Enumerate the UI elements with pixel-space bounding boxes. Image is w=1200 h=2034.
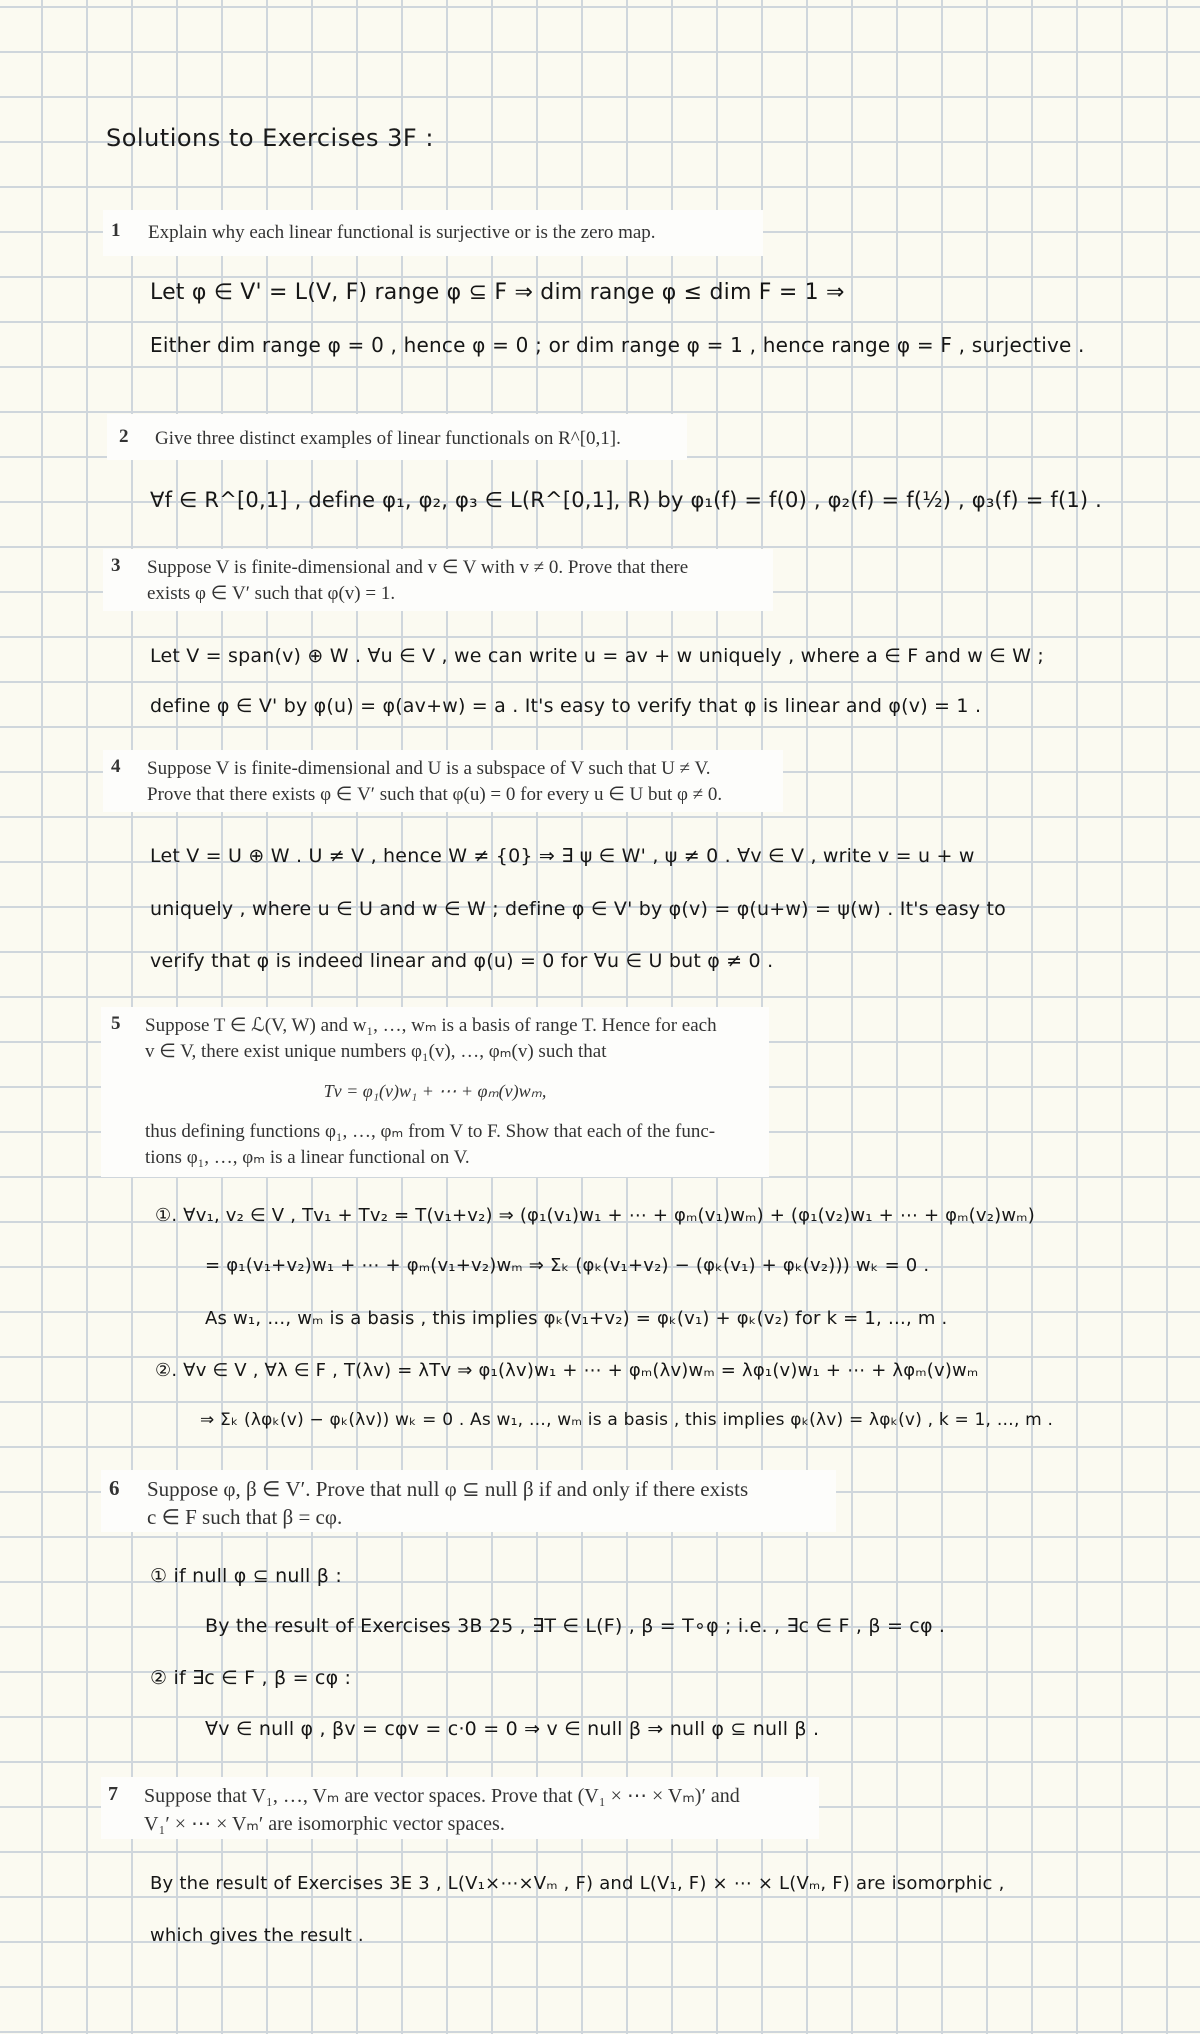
answer-line: ⇒ Σₖ (λφₖ(v) − φₖ(λv)) wₖ = 0 . As w₁, …, wₘ is a basis , this implies φₖ(λv) = λφₖ(v) , k = 1, …, m . [200, 1410, 1054, 1430]
exercise-3-question [103, 549, 773, 611]
exercise-1-question [103, 210, 763, 256]
exercise-number: 7 [108, 1783, 118, 1805]
answer-line: Either dim range φ = 0 , hence φ = 0 ; or dim range φ = 1 , hence range φ = F , surjective . [150, 333, 1085, 357]
answer-line: define φ ∈ V' by φ(u) = φ(av+w) = a . It's easy to verify that φ is linear and φ(v) = 1 . [150, 695, 982, 717]
page-title: Solutions to Exercises 3F : [106, 124, 434, 152]
exercise-number: 4 [111, 756, 121, 777]
question-line: Give three distinct examples of linear functionals on R^[0,1]. [155, 428, 621, 449]
exercise-number: 5 [111, 1013, 121, 1034]
exercise-4-question [103, 750, 783, 812]
answer-line: which gives the result . [150, 1925, 364, 1946]
answer-line: uniquely , where u ∈ U and w ∈ W ; define φ ∈ V' by φ(v) = φ(u+w) = ψ(w) . It's easy to [150, 898, 1006, 920]
exercise-number: 3 [111, 555, 121, 576]
question-line: v ∈ V, there exist unique numbers φ₁(v), …, φₘ(v) such that [145, 1041, 607, 1062]
answer-line: By the result of Exercises 3E 3 , L(V₁×⋯×Vₘ , F) and L(V₁, F) × ⋯ × L(Vₘ, F) are isomorphic , [150, 1873, 1005, 1894]
question-line: Suppose T ∈ ℒ(V, W) and w₁, …, wₘ is a basis of range T. Hence for each [145, 1015, 717, 1036]
answer-line: ∀f ∈ R^[0,1] , define φ₁, φ₂, φ₃ ∈ L(R^[0,1], R) by φ₁(f) = f(0) , φ₂(f) = f(½) , φ₃(f) = f(1) . [150, 488, 1103, 512]
exercise-number: 6 [109, 1476, 120, 1500]
answer-line: Let V = span(v) ⊕ W . ∀u ∈ V , we can write u = av + w uniquely , where a ∈ F and w ∈ W ; [150, 645, 1044, 667]
answer-line: ② if ∃c ∈ F , β = cφ : [150, 1667, 352, 1689]
question-line: exists φ ∈ V′ such that φ(v) = 1. [147, 583, 396, 604]
question-line: Suppose V is finite-dimensional and v ∈ V with v ≠ 0. Prove that there [147, 557, 689, 578]
answer-line: Let φ ∈ V' = L(V, F) range φ ⊆ F ⇒ dim range φ ≤ dim F = 1 ⇒ [150, 280, 845, 305]
question-line: Prove that there exists φ ∈ V′ such that φ(u) = 0 for every u ∈ U but φ ≠ 0. [147, 784, 723, 805]
question-line: thus defining functions φ₁, …, φₘ from V to F. Show that each of the func- [145, 1121, 716, 1142]
answer-line: ②. ∀v ∈ V , ∀λ ∈ F , T(λv) = λTv ⇒ φ₁(λv)w₁ + ⋯ + φₘ(λv)wₘ = λφ₁(v)w₁ + ⋯ + λφₘ(v)wₘ [155, 1360, 979, 1381]
exercise-6-question [101, 1470, 836, 1532]
answer-line: ∀v ∈ null φ , βv = cφv = c·0 = 0 ⇒ v ∈ null β ⇒ null φ ⊆ null β . [205, 1718, 820, 1740]
answer-line: ①. ∀v₁, v₂ ∈ V , Tv₁ + Tv₂ = T(v₁+v₂) ⇒ (φ₁(v₁)w₁ + ⋯ + φₘ(v₁)wₘ) + (φ₁(v₂)w₁ + ⋯ + φₘ(v₂)wₘ) [155, 1205, 1035, 1226]
answer-line: = φ₁(v₁+v₂)w₁ + ⋯ + φₘ(v₁+v₂)wₘ ⇒ Σₖ (φₖ(v₁+v₂) − (φₖ(v₁) + φₖ(v₂))) wₖ = 0 . [205, 1255, 930, 1276]
answer-line: By the result of Exercises 3B 25 , ∃T ∈ L(F) , β = T∘φ ; i.e. , ∃c ∈ F , β = cφ . [205, 1615, 946, 1637]
answer-line: verify that φ is indeed linear and φ(u) = 0 for ∀u ∈ U but φ ≠ 0 . [150, 950, 774, 972]
exercise-5-question [101, 1007, 769, 1177]
question-equation: Tv = φ₁(v)w₁ + ⋯ + φₘ(v)wₘ, [323, 1081, 547, 1101]
exercise-number: 1 [111, 220, 121, 241]
exercise-2-question [107, 414, 687, 460]
question-line: V₁′ × ⋯ × Vₘ′ are isomorphic vector spaces. [144, 1813, 505, 1835]
question-line: Suppose V is finite-dimensional and U is a subspace of V such that U ≠ V. [147, 758, 711, 779]
answer-line: As w₁, …, wₘ is a basis , this implies φₖ(v₁+v₂) = φₖ(v₁) + φₖ(v₂) for k = 1, …, m . [205, 1308, 948, 1329]
exercise-number: 2 [119, 426, 129, 447]
exercise-7-question [101, 1777, 819, 1839]
answer-line: Let V = U ⊕ W . U ≠ V , hence W ≠ {0} ⇒ ∃ ψ ∈ W' , ψ ≠ 0 . ∀v ∈ V , write v = u + w [150, 845, 975, 867]
question-line: c ∈ F such that β = cφ. [147, 1505, 343, 1529]
question-line: Explain why each linear functional is surjective or is the zero map. [148, 222, 656, 243]
answer-line: ① if null φ ⊆ null β : [150, 1565, 342, 1587]
question-line: Suppose that V₁, …, Vₘ are vector spaces. Prove that (V₁ × ⋯ × Vₘ)′ and [144, 1785, 740, 1807]
question-line: Suppose φ, β ∈ V′. Prove that null φ ⊆ null β if and only if there exists [147, 1477, 749, 1501]
question-line: tions φ₁, …, φₘ is a linear functional on V. [145, 1147, 470, 1168]
